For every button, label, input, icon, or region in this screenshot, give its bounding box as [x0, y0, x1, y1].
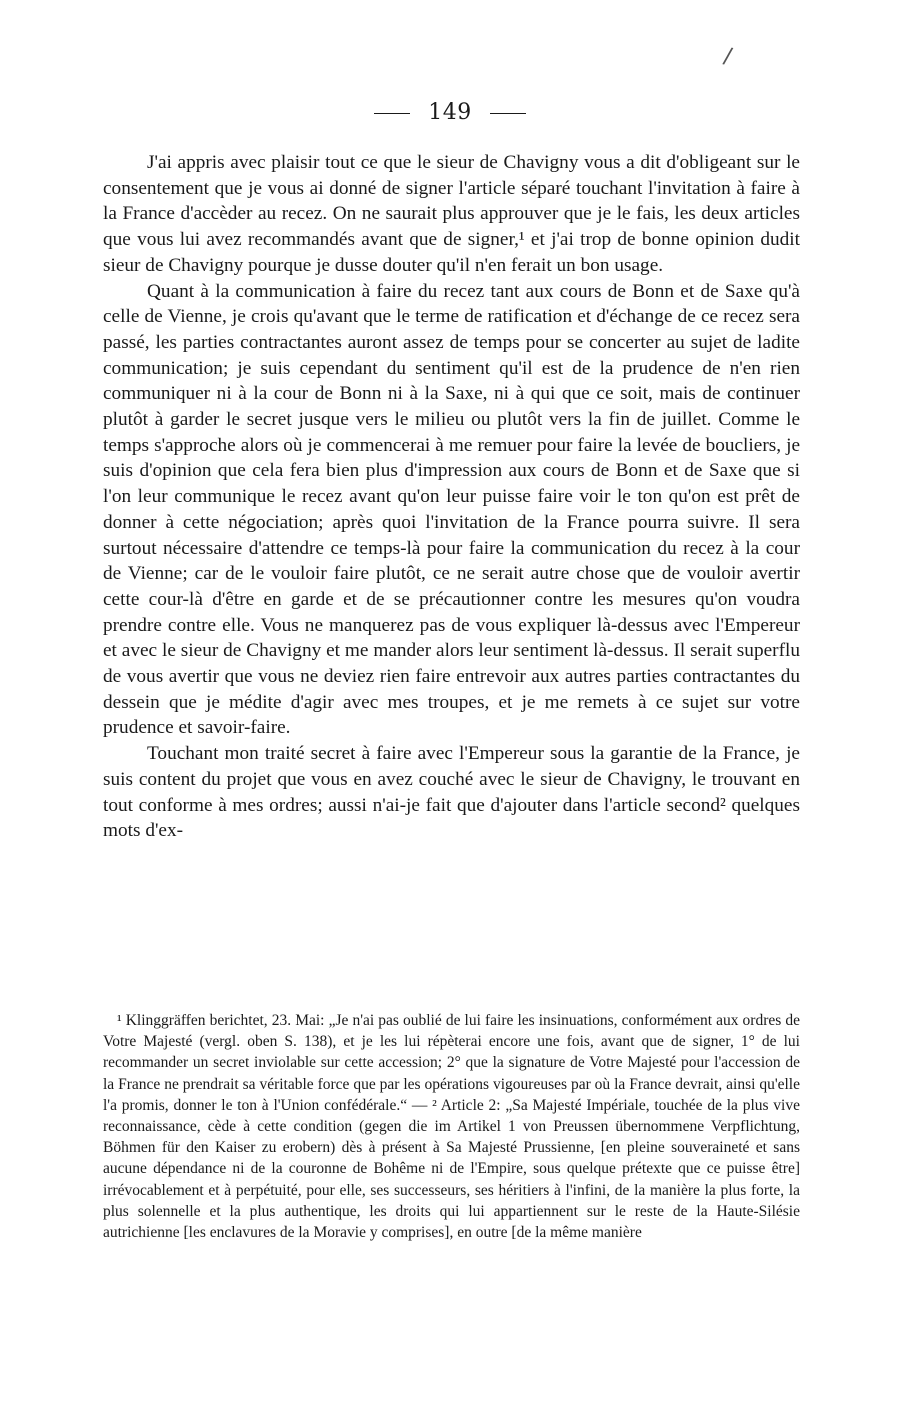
page-header [0, 100, 900, 125]
footnote: ¹ Klinggräffen berichtet, 23. Mai: „Je n'ai pas oublié de lui faire les insinuations, conformément aux ordres de Votre Majesté (vergl. oben S. 138), et je les lui répèterai encore une fois, avant que de signer, 1° de lui recommander un secret inviolable sur cette accession; 2° que la signature de Votre Majesté pour l'accession de la France ne prendrait sa véritable force que par les opérations vigoureuses par où la France devrait, ainsi qu'elle l'a promis, donner le ton à l'Union confédérale.“ — ² Article 2: „Sa Majesté Impériale, touchée de la plus vive reconnaissance, cède à cette condition (gegen die im Artikel 1 von Preussen übernommene Verpflichtung, Böhmen für den Kaiser zu erobern) dès à présent à Sa Majesté Prussienne, [en pleine souveraineté et sans aucune dépendance ni de la couronne de Bohême ni de l'Empire, sous quelque prétexte que ce puisse être] irrévocablement et à perpétuité, pour elle, ses successeurs, ses héritiers à l'infini, de la manière la plus forte, la plus solennelle et la plus authentique, les droits qui lui appartiennent sur le reste de la Haute-Silésie autrichienne [les enclavures de la Moravie y comprises], en outre [de la même manière [103, 1012, 800, 1242]
header-dash-right [490, 113, 526, 114]
header-dash-left [374, 113, 410, 114]
margin-mark: / [721, 43, 734, 70]
paragraph: Quant à la communication à faire du recez tant aux cours de Bonn et de Saxe qu'à celle de Vienne, je crois qu'avant que le terme de ratification et d'échange de ce recez sera passé, les parties contractantes auront assez de temps pour se concerter au sujet de ladite communication; je suis cependant du sentiment qu'il est de la prudence de n'en rien communiquer ni à la cour de Bonn ni à la Saxe, ni à qui que ce soit, mais de continuer plutôt à garder le secret jusque vers le milieu ou plutôt vers la fin de juillet. Comme le temps s'approche alors où je commencerai à me remuer pour faire la levée de boucliers, je suis d'opinion que cela fera bien plus d'impression aux cours de Bonn et de Saxe que si l'on leur communique le recez avant qu'on leur puisse faire voir le ton qu'on est prêt de donner à cette négociation; après quoi l'invitation de la France pourra suivre. Il sera surtout nécessaire d'attendre ce temps-là pour faire la communication du recez à la cour de Vienne; car de le vouloir faire plutôt, ce ne serait autre chose que de vouloir avertir cette cour-là d'être en garde et de se précautionner contre les mesures qu'on voudra prendre contre elle. Vous ne manquerez pas de vous expliquer là-dessus avec l'Empereur et avec le sieur de Chavigny et me mander alors leur sentiment là-dessus. Il serait superflu de vous avertir que vous ne deviez rien faire entrevoir aux autres parties contractantes du dessein que je médite d'agir avec mes troupes, et je me remets à ce sujet sur votre prudence et savoir-faire. [103, 280, 800, 739]
main-text [103, 150, 800, 844]
page-number: 149 [428, 100, 472, 125]
paragraph: Touchant mon traité secret à faire avec l'Empereur sous la garantie de la France, je suis content du projet que vous en avez couché avec le sieur de Chavigny, le trouvant en tout conforme à mes ordres; aussi n'ai-je fait que d'ajouter dans l'article second² quelques mots d'ex- [103, 743, 800, 842]
paragraph: J'ai appris avec plaisir tout ce que le sieur de Chavigny vous a dit d'obligeant sur le consentement que je vous ai donné de signer l'article séparé touchant l'invitation à faire à la France d'accèder au recez. On ne saurait plus approuver que je le fais, les deux articles que vous lui avez recommandés avant que de signer,¹ et j'ai trop de bonne opinion dudit sieur de Chavigny pourque je dusse douter qu'il n'en ferait un bon usage. [103, 152, 800, 276]
footnotes [103, 1010, 800, 1243]
